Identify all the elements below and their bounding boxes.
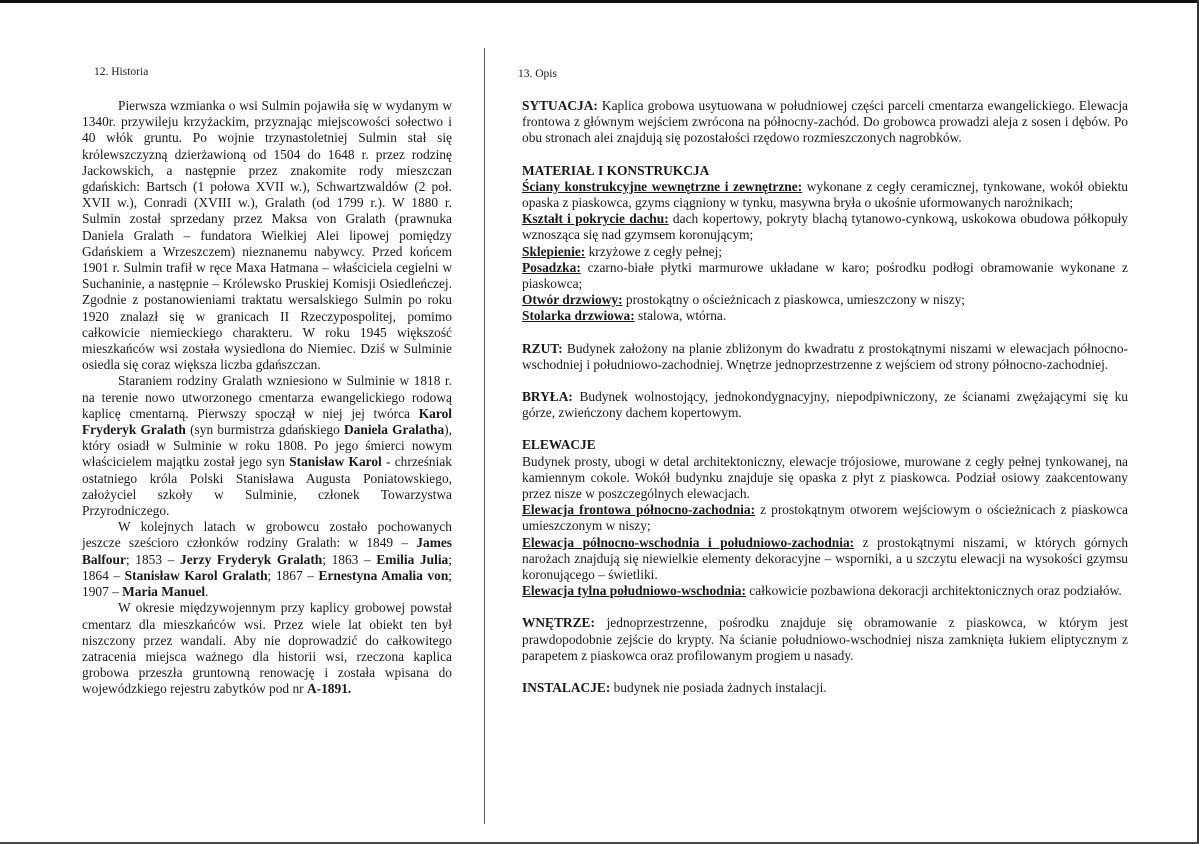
section-heading: MATERIAŁ I KONSTRUKCJA (522, 162, 710, 178)
person-name: Emilia Julia (376, 551, 449, 567)
item-label: Kształt i pokrycie dachu: (522, 211, 669, 227)
section-text: Budynek założony na planie zbliżonym do kwadratu z prostokątnymi niszami w elewacjach północno-wschodniej i południowo-zachodniej. Wnętrze jednoprzestrzenne z wejściem od strony północno-zachodniej. (522, 340, 1128, 372)
item-label: Posadzka: (522, 259, 581, 275)
item-label: Sklepienie: (522, 243, 586, 259)
section-text: jednoprzestrzenne, pośrodku znajduje się obramowanie z piaskowca, w którym jest prawdopodobnie zejście do krypty. Na ścianie południowo-wschodniej nisza zamknięta łukiem eliptycznym z parapetem z piaskowca oraz profilowanym progiem u nasady. (522, 615, 1128, 663)
description-column (522, 98, 1128, 696)
wnetrze-section (522, 615, 1128, 664)
text: Staraniem rodziny Gralath wzniesiono w Sulminie w 1818 r. na terenie nowo utworzonego cmentarza ewangelickiego rodową kaplicę cmentarną. Pierwszy spoczął w niej jej twórca (82, 373, 452, 421)
otwor-item (522, 292, 1128, 308)
item-text: z prostokątnym otworem wejściowym o ościeżnicach z piaskowca umieszczonym w niszy; (522, 502, 1128, 534)
section-label: WNĘTRZE: (522, 615, 595, 631)
elewacje-text: Budynek prosty, ubogi w detal architektoniczny, elewacje trójosiowe, murowane z cegły pełnej tynkowanej, na kamiennym cokole. Wokół budynku znajduje się opaska z płyt z piaskowca. Podział osiowy zaakcentowany przez nisze w poszczególnych elewacjach. (522, 453, 1128, 502)
sciany-item (522, 179, 1128, 211)
elewacje-heading (522, 437, 1128, 453)
text: ; 1867 – (267, 567, 319, 583)
item-text: krzyżowe z cegły pełnej; (585, 243, 723, 259)
person-name: Ernestyna Amalia von (318, 567, 449, 583)
rear-elevation-item (522, 583, 1128, 599)
posadzka-item (522, 260, 1128, 292)
text: W kolejnych latach w grobowcu zostało pochowanych jeszcze sześcioro członków rodziny Gralath: w 1849 – (82, 519, 452, 551)
text: ; 1864 – (82, 551, 452, 583)
section-label: RZUT: (522, 340, 563, 356)
scan-top-edge (0, 0, 1199, 3)
side-elevation-item (522, 535, 1128, 584)
column-divider (484, 48, 485, 824)
material-heading (522, 163, 1128, 179)
sytuacja-section (522, 98, 1128, 147)
item-text: dach kopertowy, pokryty blachą tytanowo-cynkową, uskokowa obudowa półkopuły wznosząca się nad gzymsem koronującym; (522, 211, 1128, 243)
section-heading: ELEWACJE (522, 437, 596, 453)
item-label: Ściany konstrukcyjne wewnętrzne i zewnętrzne: (522, 178, 803, 194)
person-name: Stanisław Karol (289, 454, 382, 470)
person-name: Jerzy Fryderyk Gralath (180, 551, 323, 567)
person-name: James Balfour (82, 535, 452, 567)
history-paragraph-4 (82, 600, 452, 697)
text: (syn burmistrza gdańskiego (185, 422, 344, 438)
history-paragraph-2 (82, 373, 452, 519)
person-name: Daniela Gralatha (344, 422, 445, 438)
item-text: stalowa, wtórna. (634, 308, 727, 324)
left-section-header: 12. Historia (94, 66, 149, 78)
text: - chrześniak ostatniego króla Polski Stanisława Augusta Poniatowskiego, założyciel szkoły w Sulminie, członek Towarzystwa Przyrodniczego. (82, 454, 452, 519)
item-label: Elewacja tylna południowo-wschodnia: (522, 583, 746, 599)
section-text: Budynek wolnostojący, jednokondygnacyjny, niepodpiwniczony, ze ścianami zwężającymi się ku górze, zwieńczony dachem kopertowym. (522, 389, 1128, 421)
front-elevation-item (522, 502, 1128, 534)
item-text: z prostokątnymi niszami, w których górnych narożach znajdują się niewielkie elementy dekoracyjne – wsporniki, a u szczytu elewacji na wysokości gzymsu koronującego – świetliki. (522, 534, 1129, 583)
item-text: prostokątny o ościeżnicach z piaskowca, umieszczony w niszy; (622, 292, 966, 308)
item-text: wykonane z cegły ceramicznej, tynkowane, wokół obiektu opaska z piaskowca, gzyms ciągniony w tynku, masywna bryła o ukośnie uformowanych narożnikach; (522, 178, 1128, 211)
section-text: Kaplica grobowa usytuowana w południowej części parceli cmentarza ewangelickiego. Elewacja frontowa z głównym wejściem zwrócona na północny-zachód. Do grobowca prowadzi aleja z sosen i dębów. Po obu stronach alei znajdują się pozostałości rzędowo rozmieszczonych nagrobków. (522, 98, 1128, 146)
item-label: Elewacja północno-wschodnia i południowo-zachodnia: (522, 534, 855, 550)
rzut-section (522, 341, 1128, 373)
section-label: SYTUACJA: (522, 98, 598, 113)
text: ; 1863 – (322, 551, 377, 567)
right-section-header: 13. Opis (518, 68, 557, 80)
person-name: Karol Fryderyk Gralath (82, 405, 452, 438)
text: W okresie międzywojennym przy kaplicy grobowej powstał cmentarz dla mieszkańców wsi. Przez wiele lat obiekt ten był niszczony przez wandali. Aby nie doprowadzić do całkowitego zatracenia miejsca ważnego dla historii wsi, rzeczona kaplica grobowa przeszła gruntowną renowację i została wpisana do wojewódzkiego rejestru zabytków pod nr (82, 600, 452, 697)
registry-number: A-1891. (306, 681, 352, 697)
person-name: Maria Manuel (122, 584, 206, 600)
section-label: BRYŁA: (522, 389, 573, 405)
text: . (205, 584, 209, 600)
section-label: INSTALACJE: (522, 680, 611, 696)
person-name: Stanisław Karol Gralath (124, 567, 268, 583)
item-label: Otwór drzwiowy: (522, 292, 623, 308)
instalacje-section (522, 680, 1128, 696)
item-text: całkowicie pozbawiona dekoracji architektonicznych oraz podziałów. (745, 583, 1122, 599)
history-paragraph-3 (82, 519, 452, 600)
sklepienie-item (522, 244, 1128, 260)
section-text: budynek nie posiada żadnych instalacji. (610, 680, 827, 696)
item-label: Elewacja frontowa północno-zachodnia: (522, 502, 756, 518)
text: ), który osiadł w Sulminie w roku 1808. Po jego śmierci nowym właścicielem majątku został jego syn (82, 422, 452, 470)
text: ; 1853 – (125, 551, 181, 567)
stolarka-item (522, 308, 1128, 324)
history-paragraph-1: Pierwsza wzmianka o wsi Sulmin pojawiła się w wydanym w 1340r. przywileju krzyżackim, przyznając miejscowości sołectwo i 40 włók gruntu. Po wojnie trzynastoletniej Sulmin stał się królewszczyzną dzierżawioną od 1504 do 1648 r. przez rodzinę Jackowskich, a następnie przez znakomite rody mieszczan gdańskich: Bartsch (1 połowa XVII w.), Schwartzwaldów (2 poł. XVII w.), Conradi (XVIII w.), Gralath (od 1799 r.). W 1880 r. Sulmin został sprzedany przez Maksa von Gralath (prawnuka Daniela Gralath – fundatora Wielkiej Alei lipowej pomiędzy Gdańskiem a Wrzeszczem) nieznanemu nabywcy. Przed końcem 1901 r. Sulmin trafił w ręce Maxa Hatmana – właściciela cegielni w Suchaninie, a następnie – Królewsko Pruskiej Komisji Osiedleńczej. Zgodnie z postanowieniami traktatu wersalskiego Sulmin po roku 1920 znalazł się w granicach II Rzeczypospolitej, pomimo całkowicie niemieckiego charakteru. W roku 1945 większość mieszkańców wsi została wysiedlona do Niemiec. Dziś w Sulminie osiedla się coraz większa liczba gdańszczan. (82, 98, 452, 373)
item-label: Stolarka drzwiowa: (522, 308, 635, 324)
history-column (82, 98, 452, 698)
item-text: czarno-białe płytki marmurowe układane w karo; pośrodku podłogi obramowanie wykonane z piaskowca; (522, 259, 1128, 292)
dach-item (522, 211, 1128, 243)
bryla-section (522, 389, 1128, 421)
text: ; 1907 – (82, 567, 453, 600)
